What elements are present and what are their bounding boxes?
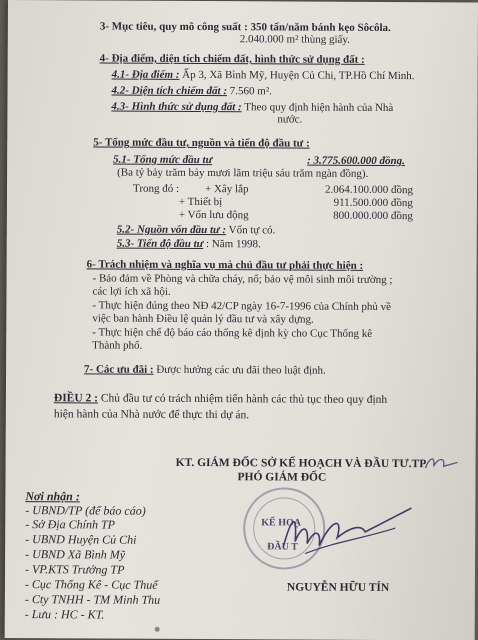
item-label: + Xây lắp	[204, 183, 249, 196]
section-5-3	[117, 238, 261, 252]
text: Chủ đầu tư có trách nhiệm tiến hành các thủ tục theo quy định	[100, 392, 388, 406]
section-6-line: - Thực hiện chế độ báo cáo thống kê định kỳ cho Cục Thống kê	[92, 326, 373, 340]
stamp-text: ĐẦU T	[267, 541, 298, 553]
section-5-1-words: (Ba tỷ bảy trăm bảy mươi lăm triệu sáu trăm ngàn đồng).	[117, 166, 369, 180]
label: 4.2- Diện tích chiếm đất :	[111, 84, 228, 98]
stamp-text: KẾ HOẠ	[261, 517, 302, 529]
section-4-3	[111, 101, 393, 115]
document-page	[5, 0, 478, 640]
item-value: 2.064.100.000 đồng	[324, 183, 414, 197]
initials-mark	[424, 452, 464, 474]
in-which-label: Trong đó :	[132, 182, 180, 195]
recipient-item: - UBND Xã Bình Mỹ	[25, 547, 126, 562]
section-5-title: 5- Tổng mức đầu tư, nguồn và tiến độ đầu tư :	[93, 136, 310, 150]
section-7	[84, 363, 326, 377]
recipient-item: - UBND/TP (để báo cáo)	[25, 503, 146, 518]
section-4-title: 4- Địa điểm, diện tích chiếm đất, hình thức sử dụng đất :	[99, 52, 365, 66]
article-2-cont: hiện hành của Nhà nước để thực thi dự án.	[53, 408, 250, 422]
label: 4.1- Địa điểm :	[111, 68, 180, 81]
section-6-line: Thành phố.	[92, 339, 143, 352]
section-6-line: việc ban hành Điều lệ quản lý đầu tư và xây dựng.	[92, 312, 314, 326]
recipient-item: - Lưu : HC - KT.	[24, 607, 105, 622]
label: 5.1- Tổng mức đầu tư	[113, 153, 213, 167]
recipients-title: Nơi nhận :	[25, 489, 80, 504]
recipient-item: - Sở Địa Chính TP	[25, 517, 116, 532]
signer-title: KT. GIÁM ĐỐC SỞ KẾ HOẠCH VÀ ĐẦU TƯ.TP	[175, 456, 427, 471]
article-2	[54, 392, 387, 407]
signature	[275, 497, 425, 568]
recipient-item: - VP.KTS Trưởng TP	[24, 562, 125, 577]
section-4-3-cont: nước.	[277, 113, 303, 126]
punch-hole	[155, 627, 160, 632]
section-6-line: các lợi ích xã hội.	[92, 285, 171, 298]
section-3-cont: 2.040.000 m² thùng giấy.	[239, 33, 350, 46]
value: : Năm 1998.	[205, 238, 261, 251]
section-3-line: 3- Mục tiêu, quy mô công suất : 350 tấn/năm bánh kẹo Sôcôla.	[99, 20, 391, 35]
signer-subtitle: PHÓ GIÁM ĐỐC	[237, 471, 327, 484]
label: 5.3- Tiến độ đầu tư	[116, 237, 204, 251]
label: 5.2- Nguồn vốn đầu tư :	[116, 223, 227, 237]
value: Theo quy định hiện hành của Nhà	[244, 101, 394, 115]
value: Vốn tự có.	[228, 224, 276, 237]
signer-name: NGUYỄN HỮU TÍN	[286, 581, 390, 595]
recipient-item: - Cục Thống Kê - Cục Thuế	[24, 577, 158, 592]
item-label: + Thiết bị	[178, 195, 223, 209]
section-5-1-value: : 3.775.600.000 đồng.	[307, 154, 405, 168]
label: 7- Các ưu đãi :	[84, 363, 154, 376]
section-5-2	[117, 224, 276, 238]
recipient-item: - UBND Huyện Củ Chi	[25, 532, 137, 547]
value: Được hưởng các ưu đãi theo luật định.	[156, 363, 326, 377]
value: Ấp 3, Xã Bình Mỹ, Huyện Củ Chi, TP.Hồ Chí Minh.	[182, 68, 415, 83]
section-6-title: 6- Trách nhiệm và nghĩa vụ mà chủ đầu tư phải thực hiện :	[86, 258, 364, 272]
section-4-2	[111, 85, 271, 99]
section-4-1	[112, 69, 415, 84]
recipient-item: - Cty TNHH - TM Minh Thu	[24, 592, 161, 607]
section-6-line: - Bảo đảm về Phòng và chữa cháy, nổ; bảo vệ môi sinh môi trường ;	[92, 272, 393, 287]
section-6-line: - Thực hiện đúng theo NĐ 42/CP ngày 16-7-1996 của Chính phủ về	[92, 299, 392, 314]
item-value: 911.500.000 đồng	[333, 196, 413, 210]
item-value: 800.000.000 đồng	[333, 209, 413, 223]
value: 7.560 m².	[229, 85, 272, 98]
label: 4.3- Hình thức sử dụng đất :	[111, 100, 242, 114]
section-5-1-label	[113, 154, 212, 168]
label: ĐIỀU 2 :	[53, 392, 99, 405]
item-label: + Vốn lưu động	[178, 208, 249, 222]
